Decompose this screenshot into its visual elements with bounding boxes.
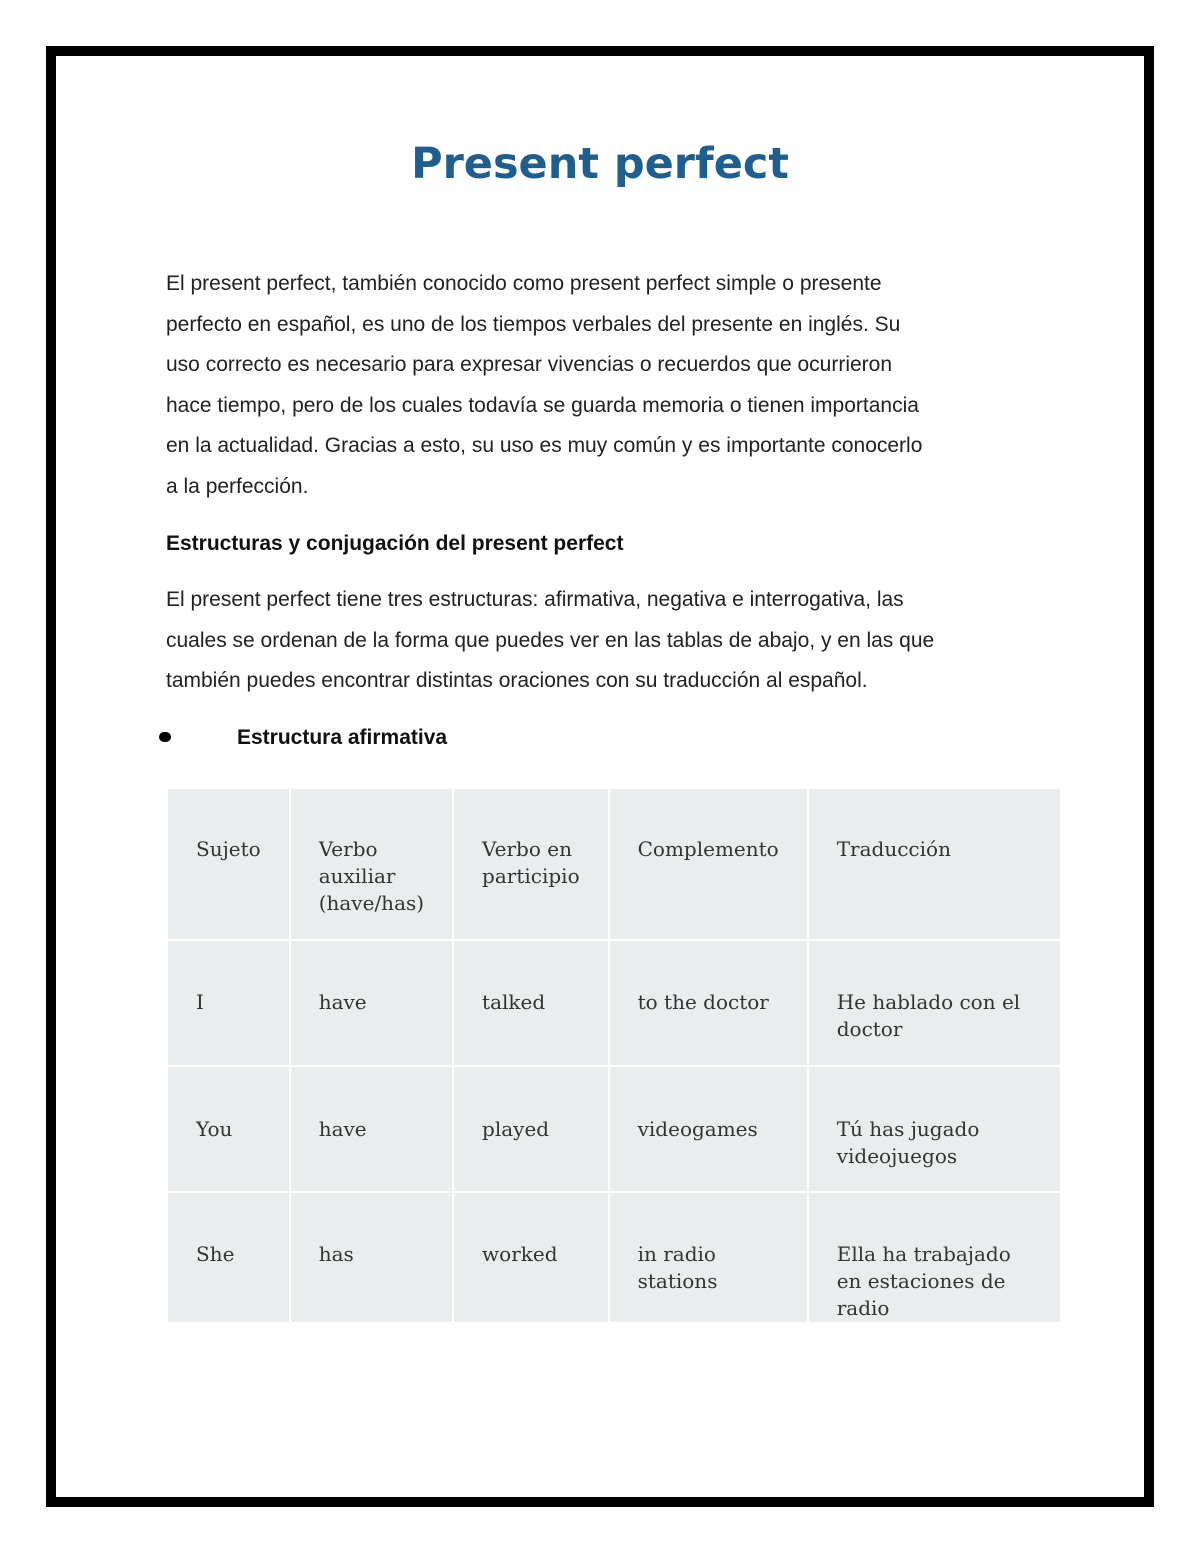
header-cell: Verbo auxiliar (have/has) — [291, 789, 452, 939]
section-line: El present perfect tiene tres estructuras: afirmativa, negativa e interrogativa, las — [166, 588, 904, 611]
section-paragraph — [166, 580, 1046, 702]
table-cell: I — [168, 941, 289, 1065]
table-cell: worked — [454, 1193, 608, 1322]
table-cell: Ella ha trabajado en estaciones de radio — [809, 1193, 1060, 1322]
table-row — [168, 1193, 1060, 1322]
header-cell: Verbo en participio — [454, 789, 608, 939]
section-line: también puedes encontrar distintas oraciones con su traducción al español. — [166, 669, 868, 692]
table-cell: in radio stations — [610, 1193, 807, 1322]
table-row — [168, 1067, 1060, 1191]
bullet-icon — [159, 732, 171, 742]
table-cell: have — [291, 941, 452, 1065]
intro-paragraph — [166, 264, 1046, 507]
table-cell: He hablado con el doctor — [809, 941, 1060, 1065]
section-heading: Estructuras y conjugación del present perfect — [166, 532, 624, 555]
table-cell: talked — [454, 941, 608, 1065]
table-header-row — [168, 789, 1060, 939]
header-cell: Complemento — [610, 789, 807, 939]
intro-line: El present perfect, también conocido como present perfect simple o presente — [166, 272, 882, 295]
conjugation-table — [166, 787, 1062, 1324]
table-cell: played — [454, 1067, 608, 1191]
table-cell: Tú has jugado videojuegos — [809, 1067, 1060, 1191]
table-row — [168, 941, 1060, 1065]
header-cell: Sujeto — [168, 789, 289, 939]
header-cell: Traducción — [809, 789, 1060, 939]
table-cell: has — [291, 1193, 452, 1322]
intro-line: perfecto en español, es uno de los tiempos verbales del presente en inglés. Su — [166, 312, 901, 336]
table-cell: to the doctor — [610, 941, 807, 1065]
table-cell: You — [168, 1067, 289, 1191]
bullet-heading: Estructura afirmativa — [237, 726, 448, 749]
table-cell: She — [168, 1193, 289, 1322]
table-cell: videogames — [610, 1067, 807, 1191]
intro-line: hace tiempo, pero de los cuales todavía se guarda memoria o tienen importancia — [166, 393, 919, 417]
intro-line: a la perfección. — [166, 474, 309, 498]
intro-line: uso correcto es necesario para expresar vivencias o recuerdos que ocurrieron — [166, 353, 893, 376]
section-line: cuales se ordenan de la forma que puedes ver en las tablas de abajo, y en las que — [166, 628, 935, 652]
table-cell: have — [291, 1067, 452, 1191]
page-title: Present perfect — [411, 139, 789, 189]
intro-line: en la actualidad. Gracias a esto, su uso es muy común y es importante conocerlo — [166, 434, 923, 457]
